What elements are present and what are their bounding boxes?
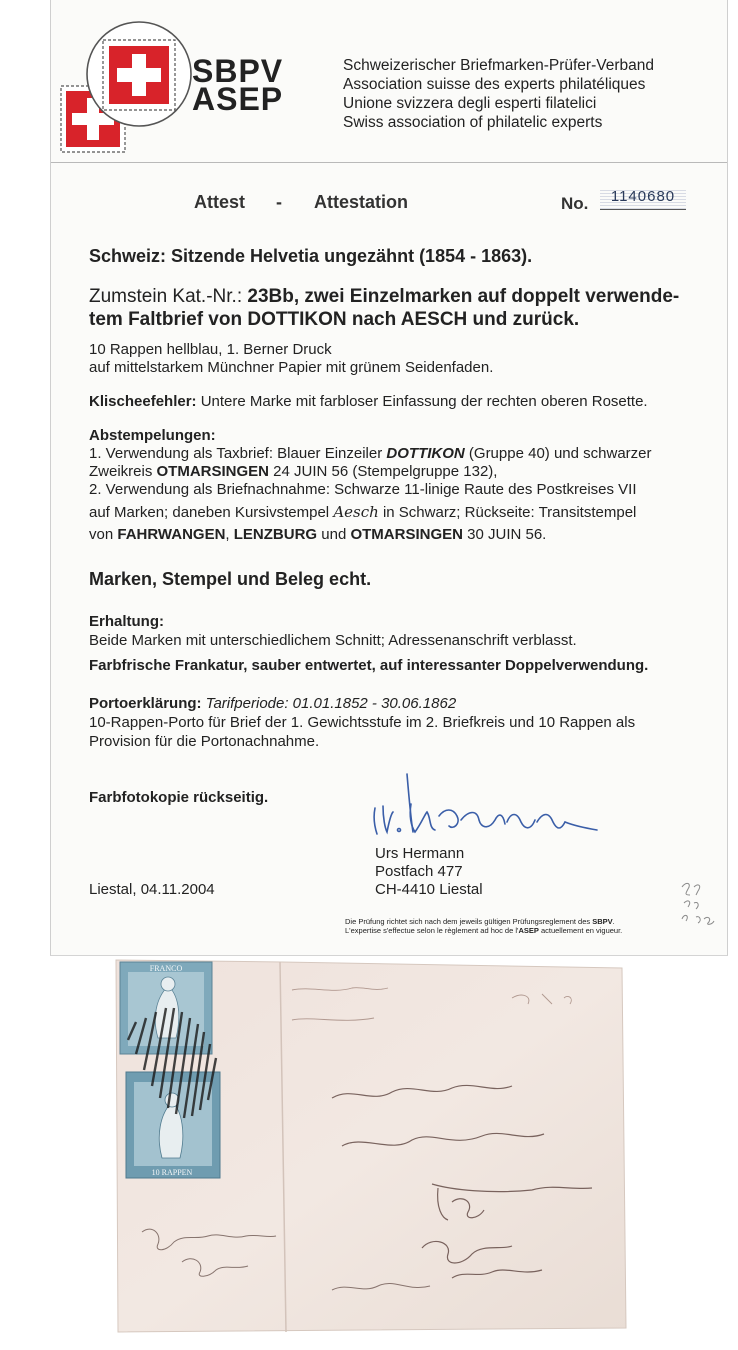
- abst4-tail: in Schwarz; Rückseite: Transitstempel: [378, 504, 637, 521]
- abstempelung-line-3: 2. Verwendung als Briefnachnahme: Schwarze 11-linige Raute des Postkreises VII: [89, 481, 637, 498]
- abst1-place: DOTTIKON: [386, 445, 465, 462]
- abst5-otmarsingen: OTMARSINGEN: [350, 526, 463, 543]
- number-label: No.: [561, 194, 589, 213]
- abst5-lenzburg: LENZBURG: [233, 526, 318, 543]
- abstempelung-line-5: [89, 526, 546, 543]
- fine-fr-text: L'expertise s'effectue selon le règlement ad hoc de l': [345, 926, 519, 935]
- porto-line-2: Provision für die Portonachnahme.: [89, 733, 320, 750]
- stamp-bottom: [126, 1072, 220, 1178]
- abst4-cursive: Aesch: [333, 503, 379, 521]
- pencil-margin-note: [676, 873, 720, 933]
- fine-fr-end: actuellement en vigueur.: [538, 926, 623, 935]
- abst2-tail: 24 JUIN 56 (Stempelgruppe 132),: [269, 463, 498, 480]
- brand-name: [192, 53, 284, 117]
- abstempelung-line-4: [89, 503, 636, 521]
- certificate-number: 1140680: [600, 188, 686, 210]
- klischee-line: [89, 393, 648, 410]
- abst4-text: auf Marken; daneben Kursivstempel: [89, 504, 334, 521]
- porto-label: Portoerklärung:: [89, 695, 202, 712]
- assoc-it: Unione svizzera degli esperti filatelici: [343, 95, 597, 112]
- porto-period: Tarifperiode: 01.01.1852 - 30.06.1862: [201, 695, 457, 712]
- abst5-a: von: [89, 526, 118, 543]
- porto-line: [89, 695, 456, 712]
- abst1-text: 1. Verwendung als Taxbrief: Blauer Einzeiler: [89, 445, 387, 462]
- erhaltung-line-1: Beide Marken mit unterschiedlichem Schnitt; Adressenanschrift verblasst.: [89, 632, 577, 649]
- folded-letter-cover: [112, 958, 628, 1334]
- catalog-line-1: [89, 286, 679, 308]
- erhaltung-line-2: Farbfrische Frankatur, sauber entwertet, auf interessanter Doppelverwendung.: [89, 657, 649, 674]
- fine-de-text: Die Prüfung richtet sich nach dem jeweils gültigen Prüfungsreglement des: [345, 917, 593, 926]
- signer-city: CH-4410 Liestal: [375, 881, 483, 898]
- assoc-fr: Association suisse des experts philatéliques: [343, 76, 646, 93]
- brand-asep: ASEP: [192, 81, 284, 117]
- klischee-label: Klischeefehler:: [89, 393, 197, 410]
- authenticity-statement: Marken, Stempel und Beleg echt.: [89, 569, 372, 589]
- fine-de-sbpv: SBPV: [592, 917, 613, 926]
- abst2-place: OTMARSINGEN: [156, 463, 270, 480]
- sbpv-logo: [57, 16, 197, 156]
- fine-de-end: .: [612, 917, 615, 926]
- abstempelungen-label: Abstempelungen:: [89, 427, 216, 444]
- attest-dash: -: [276, 192, 282, 212]
- porto-line-1: 10-Rappen-Porto für Brief der 1. Gewichtsstufe im 2. Briefkreis und 10 Rappen als: [89, 714, 636, 731]
- association-names: [343, 56, 654, 132]
- description-1: 10 Rappen hellblau, 1. Berner Druck: [89, 341, 332, 358]
- abstempelung-line-2: [89, 463, 497, 480]
- abst5-fahrwangen: FAHRWANGEN: [117, 526, 226, 543]
- signer-postbox: Postfach 477: [375, 863, 463, 880]
- handwritten-signature: [361, 768, 601, 840]
- catalog-line-2: tem Faltbrief von DOTTIKON nach AESCH und zurück.: [89, 309, 580, 330]
- attestation-label: Attestation: [314, 192, 408, 212]
- stamp-bottom-value: 10 RAPPEN: [151, 1168, 193, 1177]
- catalog-number: 23Bb, zwei Einzelmarken auf doppelt verwende-: [247, 286, 680, 307]
- abst5-g: 30 JUIN 56.: [462, 526, 547, 543]
- erhaltung-label: Erhaltung:: [89, 613, 164, 630]
- fine-print-de: [345, 917, 622, 926]
- stamp-top-franco: FRANCO: [149, 964, 183, 973]
- assoc-en: Swiss association of philatelic experts: [343, 114, 603, 131]
- certificate-sheet: [50, 0, 728, 956]
- assoc-de: Schweizerischer Briefmarken-Prüfer-Verband: [343, 57, 654, 74]
- abst2-text: Zweikreis: [89, 463, 157, 480]
- place-and-date: Liestal, 04.11.2004: [89, 881, 215, 898]
- fine-fr-asep: ASEP: [518, 926, 539, 935]
- description-2: auf mittelstarkem Münchner Papier mit grünem Seidenfaden.: [89, 359, 494, 376]
- farbfotokopie-note: Farbfotokopie rückseitig.: [89, 789, 269, 806]
- fine-print-fr: [345, 926, 622, 935]
- abst1-tail: (Gruppe 40) und schwarzer: [464, 445, 652, 462]
- brand-sbpv: SBPV: [192, 53, 284, 89]
- abst5-e: und: [317, 526, 351, 543]
- klischee-text: Untere Marke mit farbloser Einfassung der rechten oberen Rosette.: [196, 393, 648, 410]
- abst5-c: ,: [225, 526, 234, 543]
- attest-label: Attest: [194, 192, 246, 212]
- signer-name: Urs Hermann: [375, 845, 465, 862]
- heading: Schweiz: Sitzende Helvetia ungezähnt (1854 - 1863).: [89, 246, 533, 266]
- certificate-header: [51, 0, 727, 163]
- abstempelung-line-1: [89, 445, 652, 462]
- fine-print: [345, 917, 622, 935]
- catalog-prefix: Zumstein Kat.-Nr.:: [89, 286, 248, 307]
